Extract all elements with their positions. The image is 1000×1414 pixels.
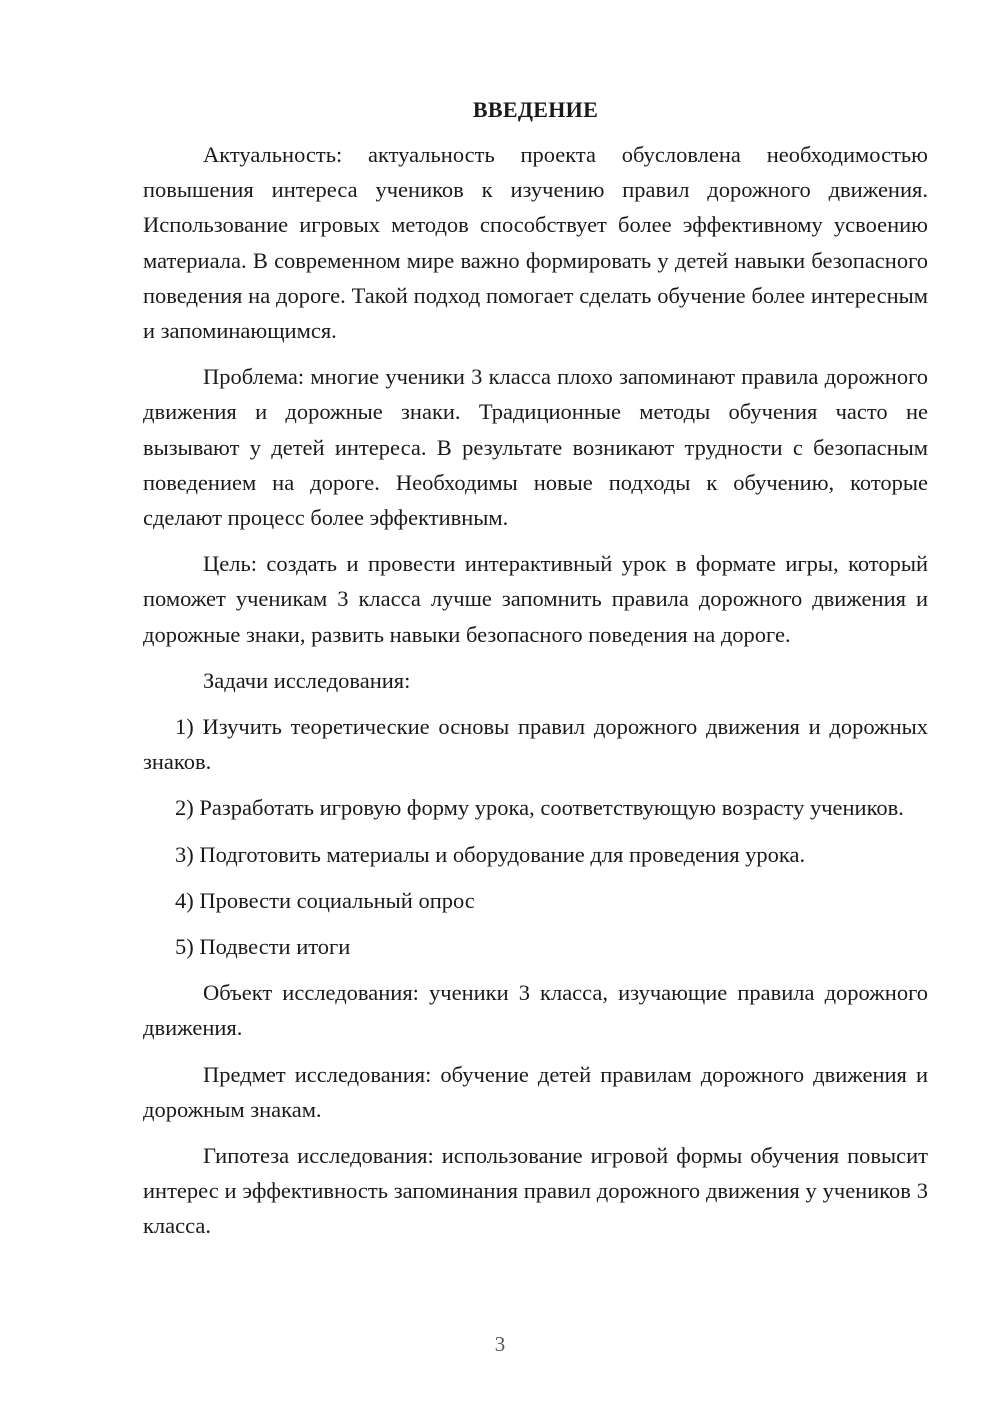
page-number: 3 xyxy=(494,1332,506,1356)
document-page xyxy=(143,92,928,1255)
paragraph-hypothesis: Гипотеза исследования: использование игровой формы обучения повысит интерес и эффективность запоминания правил дорожного движения у учеников 3 класса. xyxy=(143,1143,928,1239)
list-item-task-3: 3) Подготовить материалы и оборудование для проведения урока. xyxy=(175,841,806,867)
list-item-task-1: 1) Изучить теоретические основы правил дорожного движения и дорожных знаков. xyxy=(143,714,928,775)
page-title: ВВЕДЕНИЕ xyxy=(472,97,599,122)
list-item-task-2: 2) Разработать игровую форму урока, соответствующую возрасту учеников. xyxy=(175,795,904,821)
paragraph-tasks-heading: Задачи исследования: xyxy=(203,667,411,693)
paragraph-subject: Предмет исследования: обучение детей правилам дорожного движения и дорожным знакам. xyxy=(143,1061,928,1122)
paragraph-relevance: Актуальность: актуальность проекта обусловлена необходимостью повышения интереса учеников к изучению правил дорожного движения. Использование игровых методов способствует более эффективному усвоению материала. В современном мире важно формировать у детей навыки безопасного поведения на дороге. Такой подход помогает сделать обучение более интересным и запоминающимся. xyxy=(143,142,928,344)
list-item-task-5: 5) Подвести итоги xyxy=(175,934,351,960)
paragraph-object: Объект исследования: ученики 3 класса, изучающие правила дорожного движения. xyxy=(143,980,928,1041)
list-item-task-4: 4) Провести социальный опрос xyxy=(175,887,475,913)
paragraph-problem: Проблема: многие ученики 3 класса плохо запоминают правила дорожного движения и дорожные знаки. Традиционные методы обучения часто не вызывают у детей интереса. В результате возникают трудности с безопасным поведением на дороге. Необходимы новые подходы к обучению, которые сделают процесс более эффективным. xyxy=(143,364,928,531)
paragraph-goal: Цель: создать и провести интерактивный урок в формате игры, который поможет ученикам 3 класса лучше запомнить правила дорожного движения и дорожные знаки, развить навыки безопасного поведения на дороге. xyxy=(143,551,928,647)
